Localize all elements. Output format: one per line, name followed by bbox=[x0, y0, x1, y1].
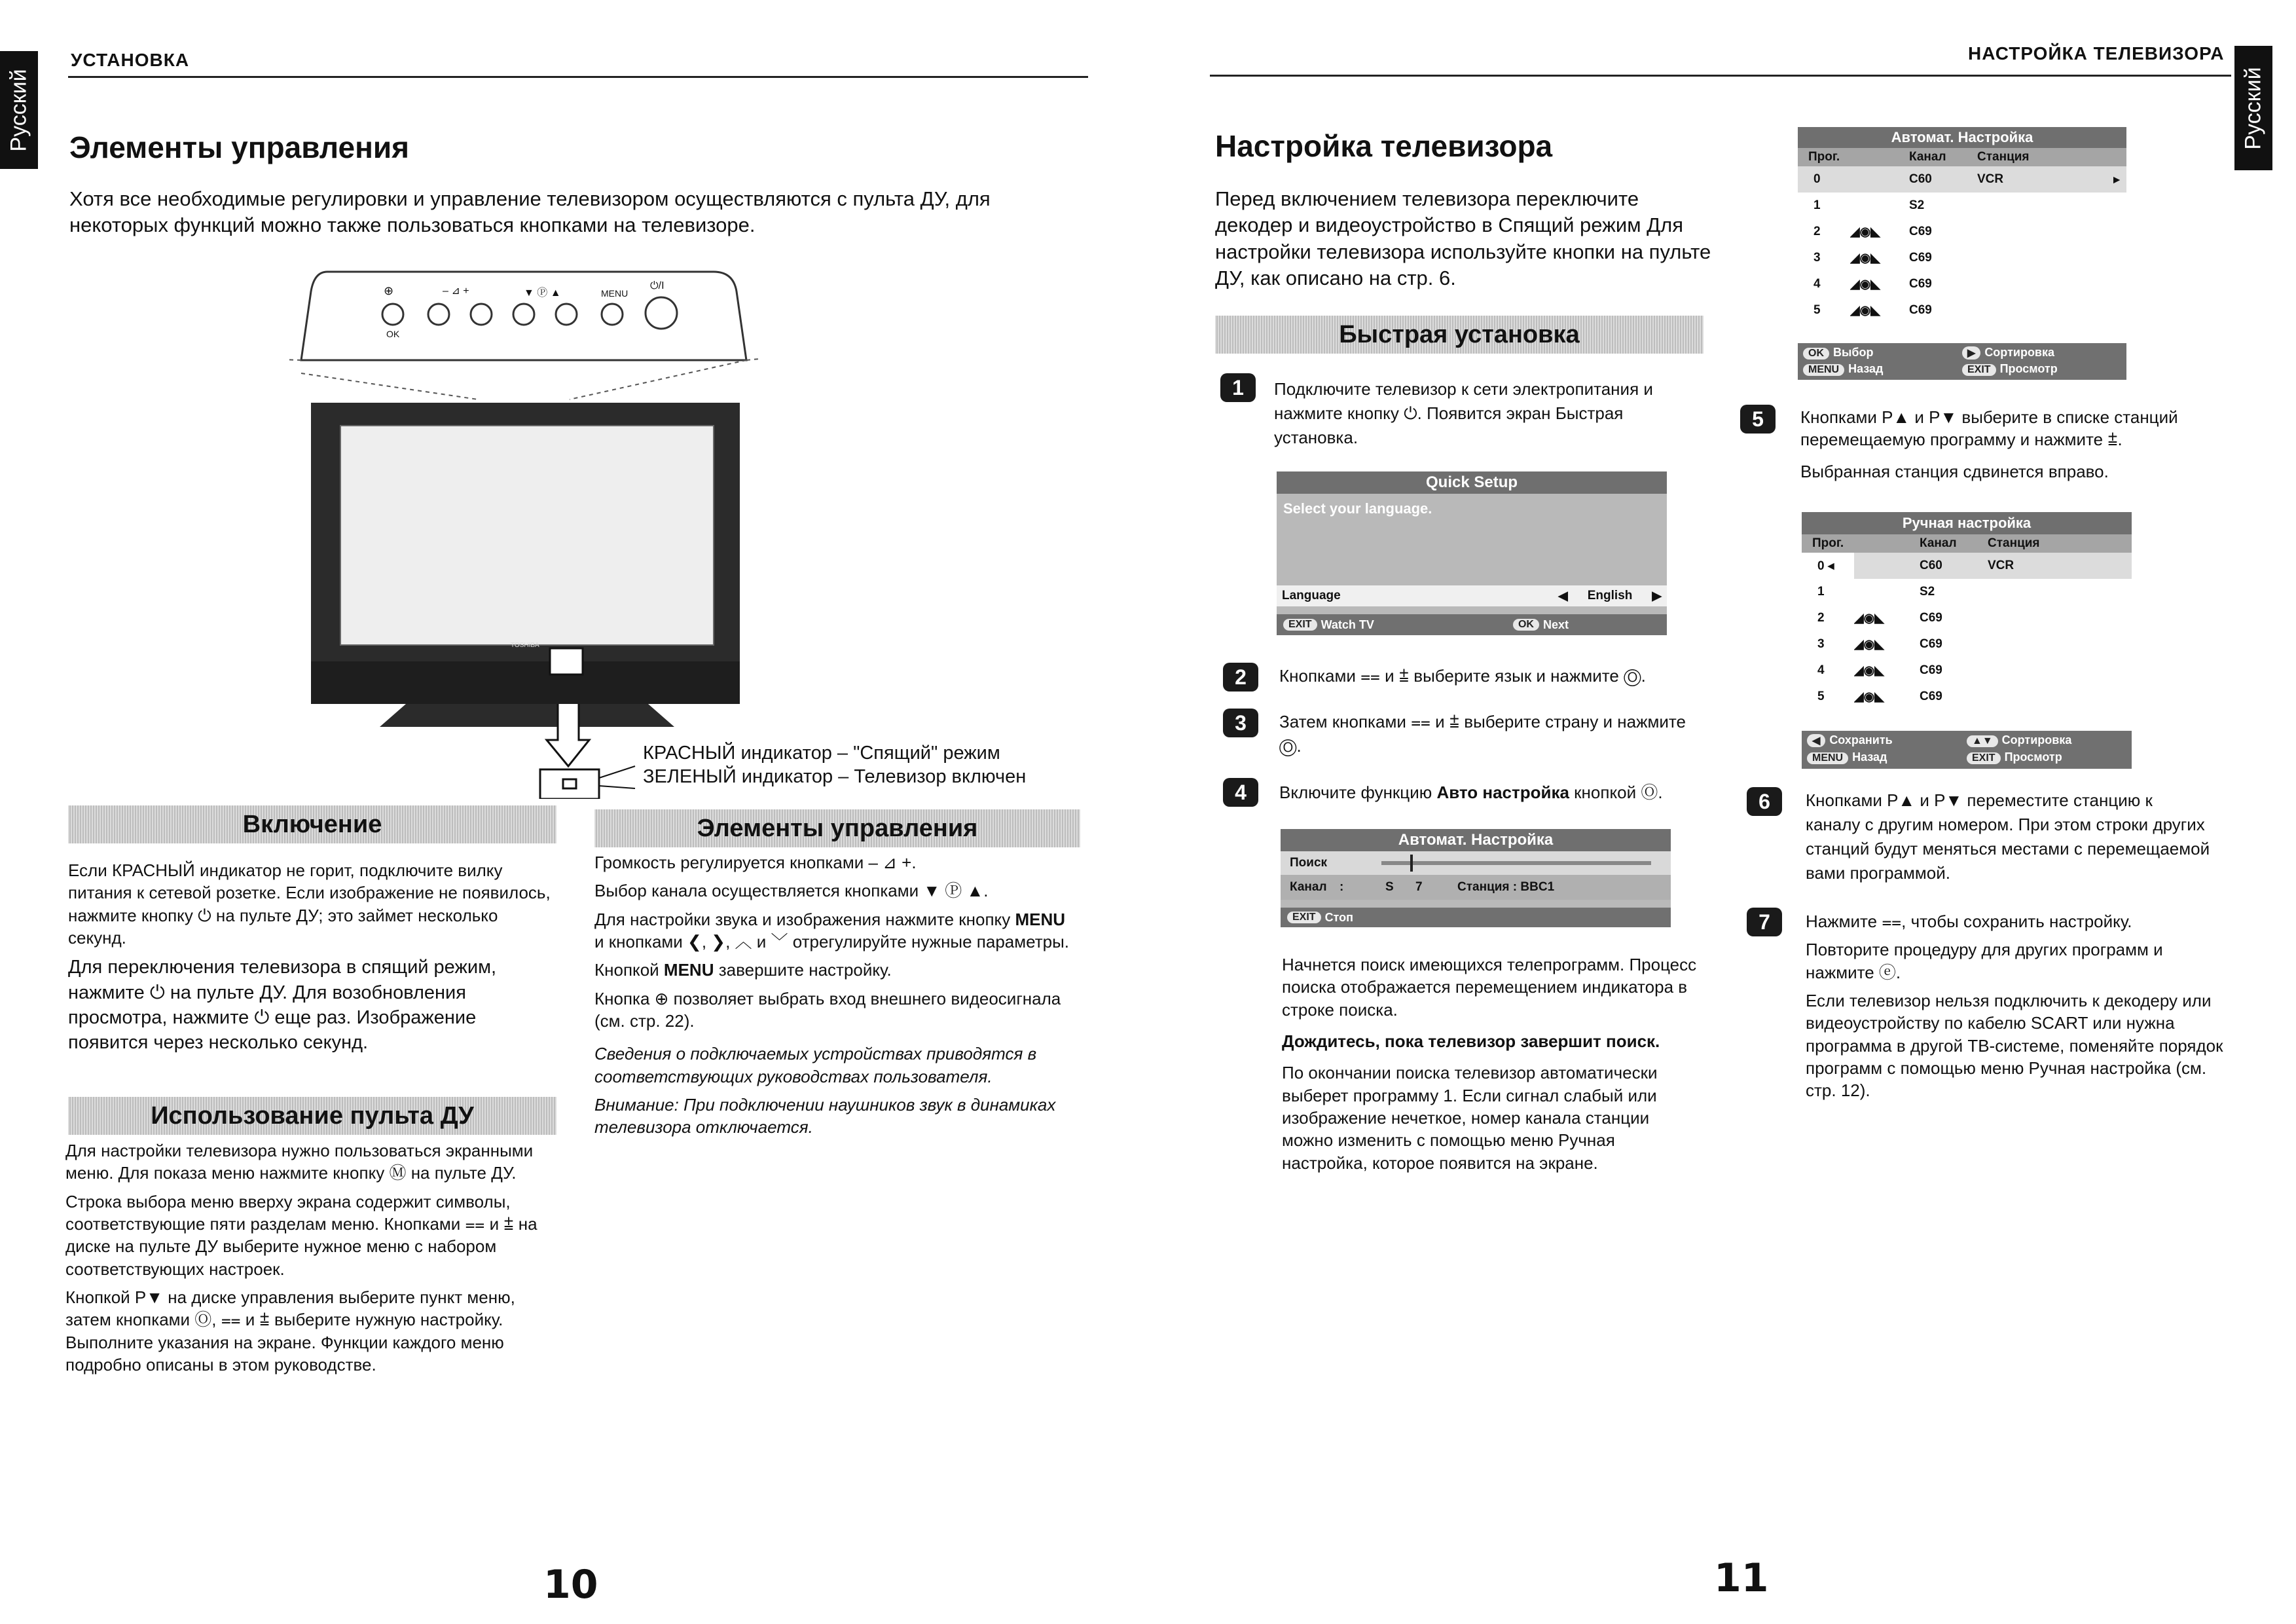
osd-ok-key: OK bbox=[1513, 619, 1539, 631]
step-7-badge: 7 bbox=[1747, 908, 1782, 936]
controls-p4: Кнопкой MENU завершите настройку. bbox=[594, 960, 892, 980]
right-header: НАСТРОЙКА ТЕЛЕВИЗОРА bbox=[1968, 43, 2225, 64]
table-row[interactable]: 5 ◢◉◣ C69 bbox=[1813, 303, 1932, 318]
osd-auto-tuning-title: Автомат. Настройка bbox=[1798, 127, 2126, 148]
panel-ok-label: OK bbox=[386, 329, 400, 339]
section-remote-header: Использование пульта ДУ bbox=[68, 1097, 556, 1135]
left-page-title: Элементы управления bbox=[69, 130, 409, 164]
controls-p2: Выбор канала осуществляется кнопками ▼ Ⓟ ▲. bbox=[594, 881, 989, 901]
osd-auto-tuning-footer: OK Выбор ▶ Сортировка MENU Назад EXIT Просмотр bbox=[1798, 343, 2126, 380]
step-2-badge: 2 bbox=[1223, 663, 1258, 692]
osd-language-value: English bbox=[1587, 589, 1633, 602]
osd-quick-setup-prompt: Select your language. bbox=[1283, 500, 1432, 517]
osd-manual-tuning-title: Ручная настройка bbox=[1802, 512, 2132, 534]
step-7-p3: Если телевизор нельзя подключить к декодеру или видеоустройству по кабелю SCART или нужна программа в другой ТВ-системе, поменяйте порядок программ с помощью меню Ручная настройка (см. стр. 12). bbox=[1806, 990, 2223, 1101]
osd-channel-row bbox=[1281, 875, 1671, 900]
table-row[interactable]: 2 ◢◉◣ C69 bbox=[1813, 225, 1932, 239]
section-controls-body bbox=[594, 851, 1079, 1144]
step-1-badge: 1 bbox=[1220, 373, 1256, 402]
power-on-p1: Если КРАСНЫЙ индикатор не горит, подключите вилку питания к сетевой розетке. Если изображение не появилось, нажмите кнопку ⏻ на пульте ДУ; это займет несколько секунд. bbox=[68, 860, 551, 948]
left-header-rule bbox=[68, 76, 1088, 78]
osd-language-row bbox=[1277, 585, 1667, 606]
osd-quick-setup-title: Quick Setup bbox=[1277, 471, 1667, 494]
remote-p3: Кнопкой P▼ на диске управления выберите пункт меню, затем кнопками Ⓞ, ⩵ и ⩲ выберите нужную настройку. Выполните указания на экране. Функции каждого меню подробно описаны в этом руководстве. bbox=[65, 1287, 515, 1375]
section-power-on-body bbox=[68, 859, 553, 1061]
search-info-wait: Дождитесь, пока телевизор завершит поиск. bbox=[1282, 1031, 1660, 1051]
osd-auto-tuning-table bbox=[1798, 127, 2126, 380]
step-7-p1: Нажмите ⩵, чтобы сохранить настройку. bbox=[1806, 912, 2132, 931]
table-row[interactable]: 5 ◢◉◣ C69 bbox=[1817, 690, 1942, 704]
osd-language-label: Language bbox=[1282, 589, 1341, 602]
step-4-badge: 4 bbox=[1223, 778, 1258, 807]
table-row[interactable]: 4 ◢◉◣ C69 bbox=[1817, 663, 1942, 678]
search-info-p2: По окончании поиска телевизор автоматически выберет программу 1. Если сигнал слабый или изображение нечеткое, номер канала станции можно изменить с помощью меню Ручная настройка, которое появится на экране. bbox=[1282, 1063, 1658, 1173]
table-row[interactable]: 1 S2 bbox=[1813, 198, 1925, 212]
osd-search-row bbox=[1281, 851, 1671, 875]
step-5-p1: Кнопками P▲ и P▼ выберите в списке станций перемещаемую программу и нажмите ⩲. bbox=[1800, 407, 2178, 450]
osd-exit-label: Watch TV bbox=[1321, 618, 1374, 631]
osd-manual-row-arrow: ◂ bbox=[1827, 559, 1834, 573]
table-row[interactable]: 3 ◢◉◣ C69 bbox=[1817, 637, 1942, 652]
step-6-text: Кнопками P▲ и P▼ переместите станцию к каналу с другим номером. При этом строки других станций будут меняться местами с перемещаемой вами программой. bbox=[1806, 790, 2210, 883]
osd-language-right-arrow: ▶ bbox=[1652, 589, 1662, 603]
step-3-text: Затем кнопками ⩵ и ⩲ выберите страну и нажмите Ⓞ. bbox=[1279, 712, 1686, 756]
step-5-text bbox=[1800, 406, 2232, 489]
table-row[interactable]: 2 ◢◉◣ C69 bbox=[1817, 611, 1942, 625]
osd-auto-h-station: Станция bbox=[1977, 150, 2030, 164]
right-intro: Перед включением телевизора переключите декодер и видеоустройство в Спящий режим Для настройки телевизора используйте кнопки на пульте ДУ, как описано на стр. 6. bbox=[1215, 187, 1711, 289]
power-on-p2: Для переключения телевизора в спящий режим, нажмите ⏻ на пульте ДУ. Для возобновления просмотра, нажмите ⏻ еще раз. Изображение появится через несколько секунд. bbox=[68, 957, 497, 1054]
controls-p7: Внимание: При подключении наушников звук в динамиках телевизора отключается. bbox=[594, 1094, 1056, 1137]
osd-manual-h-prog: Прог. bbox=[1812, 536, 1844, 550]
controls-p6: Сведения о подключаемых устройствах приводятся в соответствующих руководствах пользователя. bbox=[594, 1044, 1037, 1086]
section-remote-body bbox=[65, 1139, 550, 1382]
right-header-rule bbox=[1210, 75, 2231, 77]
table-row[interactable]: 0 ◂ C60 VCR bbox=[1802, 553, 2132, 579]
section-power-on-header: Включение bbox=[68, 805, 556, 843]
osd-quick-setup bbox=[1277, 471, 1667, 635]
step-5-p2: Выбранная станция сдвинется вправо. bbox=[1800, 461, 2109, 481]
left-intro: Хотя все необходимые регулировки и управление телевизором осуществляются с пульта ДУ, для некоторых функций можно также пользоваться кнопками на телевизоре. bbox=[69, 187, 991, 237]
osd-auto-search bbox=[1281, 829, 1671, 927]
osd-channel-station: Станция : BBC1 bbox=[1457, 880, 1555, 894]
step-5-badge: 5 bbox=[1740, 405, 1776, 434]
section-quick-setup-header: Быстрая установка bbox=[1215, 316, 1704, 354]
osd-manual-h-chan: Канал bbox=[1920, 536, 1957, 550]
osd-ok-label: Next bbox=[1542, 618, 1569, 631]
osd-manual-tuning-table bbox=[1802, 512, 2132, 769]
language-tab-right: Русский bbox=[2234, 46, 2272, 170]
section-controls-header: Элементы управления bbox=[594, 809, 1080, 847]
controls-p1: Громкость регулируется кнопками – ⊿ +. bbox=[594, 853, 917, 872]
osd-quick-setup-footer bbox=[1277, 614, 1667, 635]
osd-auto-row-arrow: ▸ bbox=[2113, 172, 2120, 187]
right-page-title: Настройка телевизора bbox=[1215, 129, 1553, 163]
step-6-badge: 6 bbox=[1747, 787, 1782, 816]
indicator-red-label: КРАСНЫЙ индикатор – "Спящий" режим bbox=[643, 743, 1000, 764]
table-row[interactable]: 0 C60 VCR ▸ bbox=[1798, 166, 2126, 193]
tv-front-diagram bbox=[308, 399, 753, 799]
osd-auto-search-footer bbox=[1281, 908, 1671, 927]
panel-power-label: ⏻/I bbox=[650, 280, 665, 291]
panel-source-icon: ⊕ bbox=[384, 284, 394, 297]
osd-auto-search-title: Автомат. Настройка bbox=[1281, 829, 1671, 851]
search-info-p1: Начнется поиск имеющихся телепрограмм. Процесс поиска отображается перемещением индикатора в строке поиска. bbox=[1282, 955, 1697, 1020]
osd-manual-header-row bbox=[1802, 534, 2132, 553]
step-7-p2: Повторите процедуру для других программ и нажмите ⓔ. bbox=[1806, 940, 2163, 982]
panel-program-label: ▼ Ⓟ ▲ bbox=[524, 287, 561, 299]
table-row[interactable]: 3 ◢◉◣ C69 bbox=[1813, 251, 1932, 265]
osd-search-progress-indicator bbox=[1410, 855, 1413, 872]
osd-exit-key: EXIT bbox=[1283, 619, 1317, 631]
osd-manual-tuning-footer: ◀ Сохранить ▲▼ Сортировка MENU Назад EXIT Просмотр bbox=[1802, 731, 2132, 769]
step-4-text: Включите функцию Авто настройка кнопкой Ⓞ. bbox=[1279, 783, 1663, 802]
table-row[interactable]: 1 S2 bbox=[1817, 585, 1935, 599]
osd-language-left-arrow: ◀ bbox=[1558, 589, 1568, 603]
osd-auto-h-chan: Канал bbox=[1909, 150, 1946, 164]
osd-search-exit-key: EXIT bbox=[1287, 912, 1321, 923]
osd-auto-header-row bbox=[1798, 148, 2126, 166]
table-row[interactable]: 4 ◢◉◣ C69 bbox=[1813, 277, 1932, 291]
controls-p3: Для настройки звука и изображения нажмите кнопку MENU и кнопками ❮, ❯, ︿ и ﹀ отрегулируйте нужные параметры. bbox=[594, 909, 1070, 951]
tv-brand: TOSHIBA bbox=[511, 642, 539, 649]
left-header: УСТАНОВКА bbox=[71, 50, 190, 70]
controls-p5: Кнопка ⊕ позволяет выбрать вход внешнего видеосигнала (см. стр. 22). bbox=[594, 988, 1061, 1031]
page-number-right: 11 bbox=[1714, 1555, 1769, 1601]
osd-manual-h-station: Станция bbox=[1988, 536, 2040, 550]
osd-manual-tuning-body bbox=[1802, 534, 2132, 710]
osd-channel-num: 7 bbox=[1415, 880, 1423, 894]
panel-menu-label: MENU bbox=[601, 288, 629, 299]
osd-auto-tuning-body bbox=[1798, 148, 2126, 323]
osd-search-stop-label: Стоп bbox=[1324, 910, 1354, 924]
indicator-green-label: ЗЕЛЕНЫЙ индикатор – Телевизор включен bbox=[643, 766, 1027, 787]
panel-volume-label: – ⊿ + bbox=[443, 286, 469, 297]
osd-search-progress-track bbox=[1381, 861, 1651, 865]
osd-channel-colon: : bbox=[1339, 880, 1344, 894]
osd-auto-h-prog: Прог. bbox=[1808, 150, 1840, 164]
step-1-text: Подключите телевизор к сети электропитания и нажмите кнопку ⏻. Появится экран Быстрая установка. bbox=[1274, 379, 1653, 447]
osd-channel-s: S bbox=[1385, 880, 1394, 894]
osd-channel-label: Канал bbox=[1290, 880, 1327, 894]
page-number-left: 10 bbox=[543, 1562, 598, 1608]
language-tab-left: Русский bbox=[0, 51, 38, 169]
remote-p2: Строка выбора меню вверху экрана содержит символы, соответствующие пяти разделам меню. Кнопками ⩵ и ⩲ на диске на пульте ДУ выберите нужное меню с набором соответствующих настроек. bbox=[65, 1191, 538, 1279]
osd-search-label: Поиск bbox=[1290, 856, 1328, 870]
remote-p1: Для настройки телевизора нужно пользоваться экранными меню. Для показа меню нажмите кнопку Ⓜ на пульте ДУ. bbox=[65, 1141, 534, 1183]
step-7-text bbox=[1806, 910, 2231, 1108]
step-2-text: Кнопками ⩵ и ⩲ выберите язык и нажмите Ⓞ. bbox=[1279, 666, 1646, 686]
search-info bbox=[1282, 953, 1701, 1180]
step-3-badge: 3 bbox=[1223, 709, 1258, 737]
